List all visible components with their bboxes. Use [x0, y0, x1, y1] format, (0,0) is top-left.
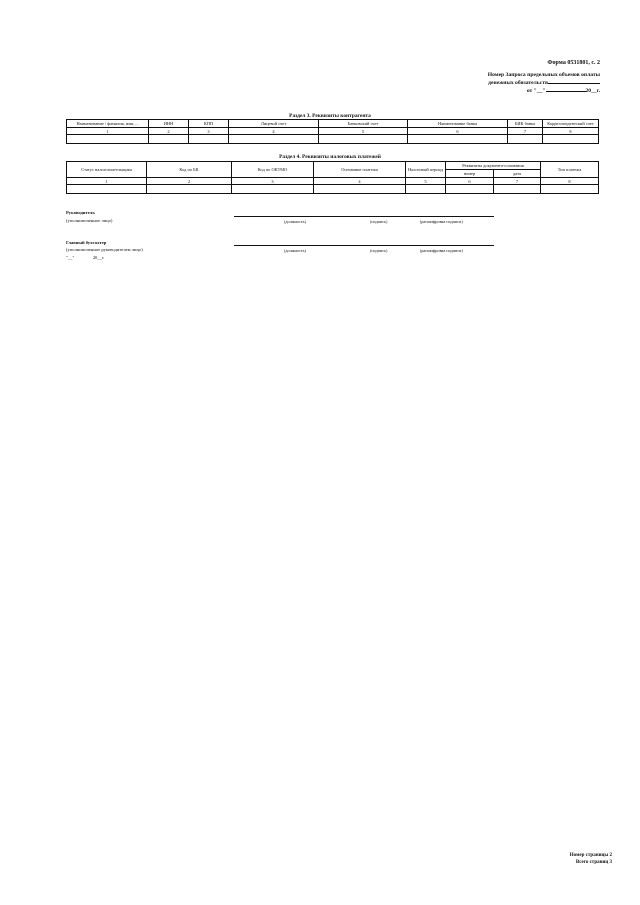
head-caption-position: (должность)	[284, 219, 306, 224]
s4-col-tax-period: Налоговый период	[406, 162, 446, 178]
section4-data-row	[67, 185, 599, 194]
s3-col-bank-name: Наименование банка	[408, 120, 508, 128]
s4-num: 5	[406, 178, 446, 185]
total-pages: Всего страниц 3	[575, 860, 612, 865]
s3-num: 3	[189, 128, 229, 135]
head-caption-signature: (подпись)	[370, 219, 388, 224]
s4-cell	[446, 185, 494, 194]
s3-cell	[189, 135, 229, 144]
request-block	[488, 71, 600, 95]
section3-header-row	[67, 120, 599, 128]
head-title: Руководитель	[66, 210, 95, 215]
s3-col-corr-account: Корреспондентский счет	[543, 120, 599, 128]
s3-col-inn: ИНН	[149, 120, 189, 128]
s3-cell	[149, 135, 189, 144]
section4-number-row	[67, 178, 599, 185]
s4-col-oktmo: Код по ОКТМО	[232, 162, 314, 178]
accountant-caption-signature: (подпись)	[370, 248, 388, 253]
accountant-signature-line	[234, 245, 494, 246]
request-line-1: Номер Запроса предельных объемов оплаты	[487, 72, 600, 78]
s3-cell	[229, 135, 319, 144]
s4-num: 4	[314, 178, 406, 185]
accountant-subtitle: (уполномоченное руководителем лицо)	[66, 247, 143, 252]
section3-table	[66, 119, 599, 144]
head-caption-decoding: (расшифровка подписи)	[420, 219, 463, 224]
s4-cell	[147, 185, 232, 194]
s3-col-bank-account: Банковский счет	[319, 120, 408, 128]
s3-num: 1	[67, 128, 149, 135]
s4-sub-date: дата	[494, 170, 541, 178]
s3-cell	[408, 135, 508, 144]
s3-cell	[543, 135, 599, 144]
s3-num: 5	[319, 128, 408, 135]
s3-num: 6	[408, 128, 508, 135]
s4-num: 8	[541, 178, 599, 185]
signature-date: "__" 20__г.	[66, 255, 105, 260]
section4-header-row	[67, 162, 599, 170]
s4-col-doc-details: Реквизиты документа-основания	[446, 162, 541, 170]
s4-cell	[406, 185, 446, 194]
s4-col-kbk: Код по БК	[147, 162, 232, 178]
page-number: Номер страницы 2	[569, 853, 612, 858]
head-signature-line	[234, 216, 494, 217]
s4-col-payment-type: Тип платежа	[541, 162, 599, 178]
accountant-caption-position: (должность)	[284, 248, 306, 253]
s3-cell	[508, 135, 543, 144]
section3-data-row	[67, 135, 599, 144]
section4-table	[66, 161, 599, 194]
s4-cell	[541, 185, 599, 194]
s4-num: 1	[67, 178, 147, 185]
form-number: Форма 0531801, с. 2	[547, 60, 600, 66]
s4-col-status: Статус налогоплательщика	[67, 162, 147, 178]
section3-title: Раздел 3. Реквизиты контрагента	[289, 113, 371, 119]
s4-col-basis: Основание платежа	[314, 162, 406, 178]
request-line-2: денежных обязательств	[488, 79, 600, 87]
s3-col-name: Наименование / фамилия, имя, ...	[67, 120, 149, 128]
s3-col-bik: БИК банка	[508, 120, 543, 128]
s4-cell	[232, 185, 314, 194]
footer-block	[570, 852, 612, 866]
accountant-caption-decoding: (расшифровка подписи)	[420, 248, 463, 253]
s4-cell	[314, 185, 406, 194]
request-date: от "__" 20__г.	[526, 88, 600, 94]
s3-num: 4	[229, 128, 319, 135]
s4-num: 3	[232, 178, 314, 185]
head-subtitle: (уполномоченное лицо)	[66, 218, 113, 223]
s3-num: 2	[149, 128, 189, 135]
s4-cell	[494, 185, 541, 194]
s3-cell	[319, 135, 408, 144]
s4-cell	[67, 185, 147, 194]
section4-title: Раздел 4. Реквизиты налоговых платежей	[279, 154, 381, 160]
s4-num: 6	[446, 178, 494, 185]
accountant-title: Главный бухгалтер	[66, 240, 107, 245]
s3-num: 7	[508, 128, 543, 135]
s4-num: 7	[494, 178, 541, 185]
s3-col-personal-account: Лицевой счет	[229, 120, 319, 128]
s3-num: 8	[543, 128, 599, 135]
s4-sub-number: номер	[446, 170, 494, 178]
s4-num: 2	[147, 178, 232, 185]
s3-cell	[67, 135, 149, 144]
section3-number-row	[67, 128, 599, 135]
s3-col-kpp: КПП	[189, 120, 229, 128]
